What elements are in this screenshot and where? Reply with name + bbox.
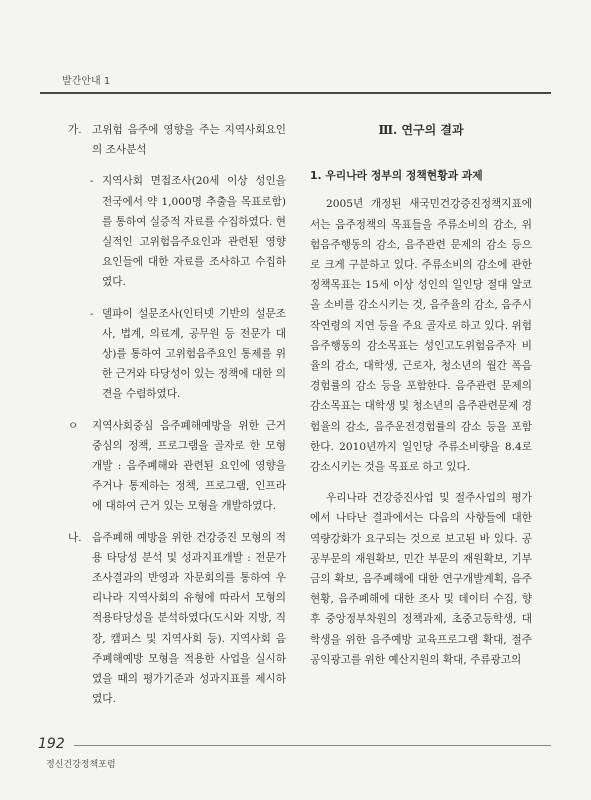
bullet-delphi-text: 델파이 설문조사(인터넷 기반의 설문조사, 법계, 의료계, 공무원 등 전문가 대상)를 통하여 고위험음주요인 통제를 위한 근거와 타당성이 있는 정책에 대한 의견을 수렴하였다. bbox=[102, 307, 286, 401]
bullet-interview bbox=[68, 171, 286, 292]
journal-name: 정신건강정책포럼 bbox=[46, 760, 116, 770]
item-o bbox=[68, 416, 286, 517]
item-na-marker: 나. bbox=[68, 531, 82, 544]
item-ga-marker: 가. bbox=[68, 124, 82, 136]
item-na bbox=[68, 528, 286, 710]
paragraph-evaluation: 우리나라 건강증진사업 및 절주사업의 평가에서 나타난 결과에서는 다음의 사항들에 대한 역량강화가 요구되는 것으로 보고된 바 있다. 공공부문의 재원확보, 민간 부문의 재원확보, 기부금의 확보, 음주폐해에 대한 연구개발계획, 음주현황, 음주폐해에 대한 조사 및 데이터 수집, 향후 중앙정부차원의 정책과제, 초중고등학생, 대학생을 위한 음주예방 교육프로그램 확대, 절주공익광고를 위한 예산지원의 확대, 주류광고의 bbox=[310, 492, 532, 666]
item-o-text: 지역사회중심 음주폐해예방을 위한 근거중심의 정책, 프로그램을 골자로 한 모형 개발 : 음주폐해와 관련된 요인에 영향을 주거나 통제하는 정책, 프로그램, 인프라에 대하여 근거 있는 모형을 개발하였다. bbox=[92, 419, 286, 513]
bullet-interview-dash: - bbox=[90, 175, 94, 188]
running-header: 발간안내 1 bbox=[62, 76, 111, 87]
page-number: 192 bbox=[38, 736, 65, 752]
footer-rule bbox=[74, 745, 551, 746]
bullet-delphi-dash: - bbox=[90, 307, 94, 320]
paragraph-policy-goals: 2005년 개정된 새국민건강증진정책지표에서는 음주정책의 목표들을 주류소비의 감소, 위험음주행동의 감소, 음주관련 문제의 감소 등으로 크게 구분하고 있다. 주류소비의 감소에 관한 정책목표는 15세 이상 성인의 일인당 절대 알코올 소비를 감소시키는 것, 음주율의 감소, 음주시작연령의 지연 등을 주요 골자로 하고 있다. 위험음주행동의 감소목표는 성인고도위험음주자 비율의 감소, 대학생, 근로자, 청소년의 월간 폭음경험률의 감소 등을 포함한다. 음주관련 문제의 감소목표는 대학생 및 청소년의 음주관련문제 경험율의 감소, 음주운전경험률의 감소 등을 포함한다. 2010년까지 일인당 주류소비량을 8.4로 감소시키는 것을 목표로 하고 있다. bbox=[310, 198, 532, 474]
item-o-marker: ㅇ bbox=[68, 419, 79, 432]
left-column bbox=[68, 120, 286, 720]
item-ga-text: 고위험 음주에 영향을 주는 지역사회요인의 조사분석 bbox=[92, 124, 286, 157]
right-column bbox=[310, 120, 532, 681]
bullet-interview-text: 지역사회 면접조사(20세 이상 성인을 전국에서 약 1,000명 추출을 목표로함)를 통하여 실증적 자료를 수집하였다. 현실적인 고위험음주요인과 관련된 영향요인들에 대한 자료를 조사하고 수집하였다. bbox=[102, 175, 286, 289]
section-title: Ⅲ. 연구의 결과 bbox=[378, 123, 464, 137]
bullet-delphi bbox=[68, 304, 286, 405]
header-rule bbox=[40, 92, 551, 94]
item-ga bbox=[68, 120, 286, 160]
subsection-title: 1. 우리나라 정부의 정책현황과 과제 bbox=[310, 169, 483, 183]
item-na-text: 음주폐해 예방을 위한 건강증진 모형의 적용 타당성 분석 및 성과지표개발 : 전문가 조사결과의 반영과 자문회의를 통하여 우리나라 지역사회의 유형에 따라서 모형의 적용타당성을 분석하였다(도시와 지방, 직장, 캠퍼스 및 지역사회 등). 지역사회 음주폐해예방 모형을 적용한 사업을 실시하였을 때의 평가기준과 성과지표를 제시하였다. bbox=[92, 531, 286, 706]
